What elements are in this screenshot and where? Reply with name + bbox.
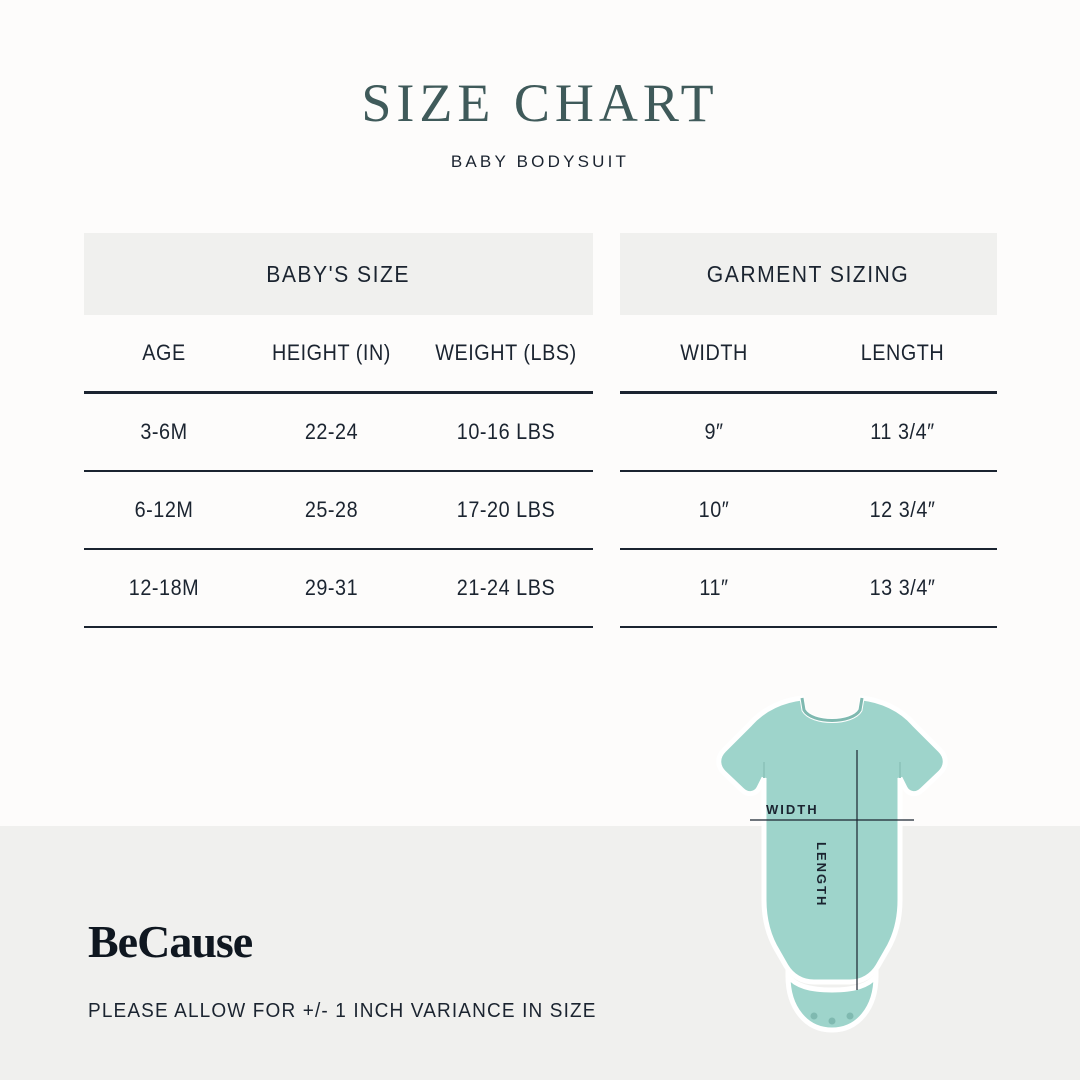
cell-width: 11″ <box>699 575 729 600</box>
column-header-length: LENGTH <box>860 340 945 365</box>
cell-length: 13 3/4″ <box>869 575 936 600</box>
cell-age: 3-6M <box>140 419 188 444</box>
cell-height: 22-24 <box>304 419 359 444</box>
brand-logo: BeCause <box>88 916 253 967</box>
babys-size-table <box>84 233 593 628</box>
page-title: SIZE CHART <box>361 73 719 133</box>
cell-weight: 10-16 LBS <box>456 419 556 444</box>
page-subtitle: BABY BODYSUIT <box>450 152 630 171</box>
cell-length: 11 3/4″ <box>870 419 935 444</box>
table-row <box>620 550 997 628</box>
column-header-weight: WEIGHT (LBS) <box>435 340 577 365</box>
bodysuit-icon <box>672 690 992 1045</box>
column-header-height: HEIGHT (IN) <box>272 340 391 365</box>
bodysuit-illustration <box>672 690 992 1045</box>
cell-age: 12-18M <box>128 575 200 600</box>
table-column-headers <box>620 315 997 394</box>
cell-width: 9″ <box>704 419 724 444</box>
variance-disclaimer: PLEASE ALLOW FOR +/- 1 INCH VARIANCE IN SIZE <box>88 1000 597 1022</box>
length-measure-label: LENGTH <box>814 842 829 908</box>
table-heading-label: BABY'S SIZE <box>266 260 411 287</box>
cell-height: 25-28 <box>304 497 359 522</box>
table-row <box>620 394 997 472</box>
garment-sizing-table <box>620 233 997 628</box>
table-heading <box>84 233 593 315</box>
cell-width: 10″ <box>698 497 730 522</box>
cell-length: 12 3/4″ <box>869 497 936 522</box>
table-heading-label: GARMENT SIZING <box>707 260 910 287</box>
column-header-width: WIDTH <box>680 340 748 365</box>
table-heading <box>620 233 997 315</box>
table-row <box>84 550 593 628</box>
table-column-headers <box>84 315 593 394</box>
cell-weight: 21-24 LBS <box>456 575 556 600</box>
table-row <box>620 472 997 550</box>
width-measure-label: WIDTH <box>766 802 819 817</box>
table-row <box>84 394 593 472</box>
cell-age: 6-12M <box>134 497 194 522</box>
cell-height: 29-31 <box>304 575 359 600</box>
table-row <box>84 472 593 550</box>
column-header-age: AGE <box>142 340 186 365</box>
cell-weight: 17-20 LBS <box>456 497 556 522</box>
